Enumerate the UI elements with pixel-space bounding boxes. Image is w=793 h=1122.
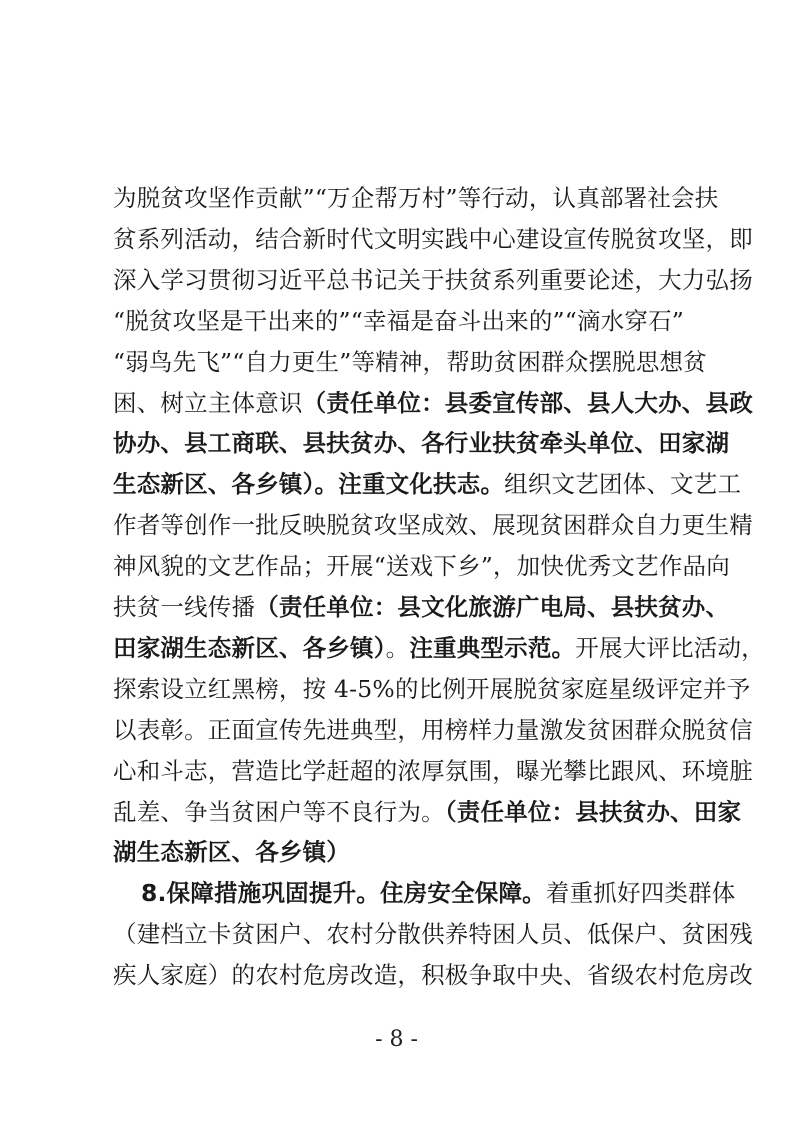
text-run: 贫系列活动，结合新时代文明实践中心建设宣传脱贫攻坚，即 — [113, 224, 753, 253]
bold-text-run: （责任单位：县文化旅游广电局、县扶贫办、 — [255, 593, 730, 621]
bold-text-run: 8.保障措施巩固提升。住房安全保障。 — [141, 879, 546, 908]
text-run: 深入学习贯彻习近平总书记关于扶贫系列重要论述，大力弘扬 — [113, 265, 753, 294]
text-run: 作者等创作一批反映脱贫攻坚成效、展现贫困群众自力更生精 — [113, 511, 753, 540]
text-line — [113, 505, 753, 545]
text-run: （建档立卡贫困户、农村分散供养特困人员、低保户、贫困残 — [113, 920, 753, 949]
text-run: “脱贫攻坚是干出来的”“幸福是奋斗出来的”“滴水穿石” — [113, 306, 684, 335]
text-line — [113, 751, 753, 791]
text-run: 乱差、争当贫困户等不良行为。 — [113, 797, 445, 826]
text-line — [113, 587, 730, 627]
text-run: 为脱贫攻坚作贡献”“万企帮万村”等行动，认真部署社会扶 — [113, 184, 719, 212]
text-run: 神风貌的文艺作品；开展“送戏下乡”，加快优秀文艺作品向 — [113, 552, 730, 581]
bold-text-run: 生态新区、各乡镇）。注重文化扶志。 — [113, 470, 505, 499]
text-line — [113, 423, 730, 463]
text-line — [113, 464, 742, 504]
text-line — [113, 219, 753, 259]
text-line — [113, 260, 753, 300]
text-run: 探索设立红黑榜，按 4-5%的比例开展脱贫家庭星级评定并予 — [113, 674, 751, 703]
text-line — [113, 178, 719, 218]
text-line — [113, 792, 742, 832]
text-run: 组织文艺团体、文艺工 — [504, 470, 742, 499]
text-run: “弱鸟先飞”“自力更生”等精神，帮助贫困群众摆脱思想贫 — [113, 347, 707, 376]
text-line — [113, 383, 753, 423]
bold-text-run: 协办、县工商联、县扶贫办、各行业扶贫牵头单位、田家湖 — [113, 429, 730, 458]
text-line — [113, 914, 753, 954]
text-line — [141, 873, 736, 913]
bold-text-run: 注重典型示范。 — [409, 633, 576, 662]
text-line — [113, 628, 765, 668]
text-line — [113, 669, 751, 709]
text-line — [113, 301, 683, 341]
text-run: 心和斗志，营造比学赶超的浓厚氛围，曝光攀比跟风、环境脏 — [113, 756, 753, 785]
text-run: 开展大评比活动， — [575, 633, 765, 662]
text-run: 。 — [385, 633, 410, 662]
page-number: - 8 - — [375, 1027, 418, 1052]
text-line — [113, 710, 753, 750]
text-line — [113, 342, 707, 382]
text-run: 以表彰。正面宣传先进典型，用榜样力量激发贫困群众脱贫信 — [113, 715, 753, 744]
bold-text-run: （责任单位：县扶贫办、田家 — [444, 797, 742, 826]
text-line — [113, 546, 730, 586]
text-run: 着重抓好四类群体 — [545, 879, 736, 908]
text-line — [113, 832, 683, 872]
bold-text-run: 湖生态新区、各乡镇） — [113, 838, 350, 867]
text-run: 疾人家庭）的农村危房改造，积极争取中央、省级农村危房改 — [113, 961, 753, 990]
text-line — [113, 955, 753, 995]
text-run: 扶贫一线传播 — [113, 593, 256, 621]
bold-text-run: （责任单位：县委宣传部、县人大办、县政 — [302, 388, 753, 417]
text-run: 困、树立主体意识 — [113, 388, 303, 417]
bold-text-run: 田家湖生态新区、各乡镇） — [113, 633, 386, 662]
